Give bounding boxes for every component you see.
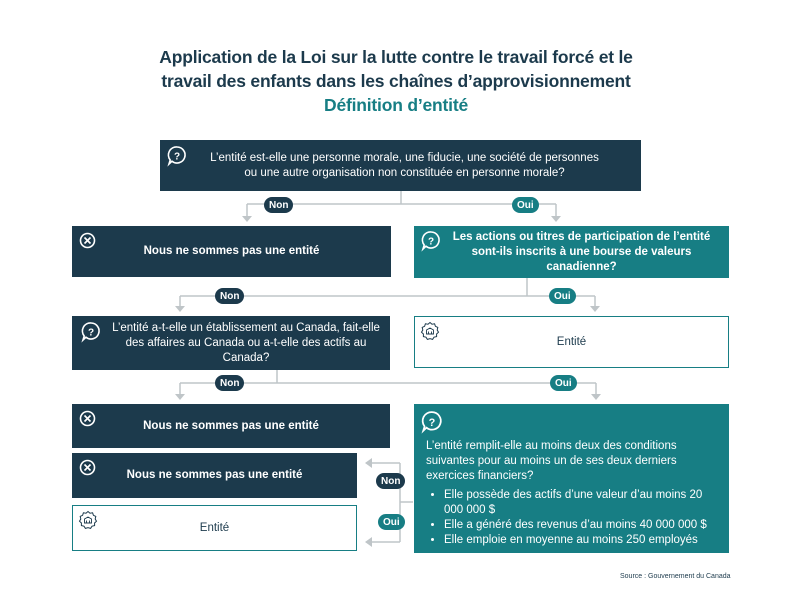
- question-chat-icon: [420, 410, 444, 434]
- entity-building-icon: [420, 321, 440, 341]
- condition-item: • Elle emploie en moyenne au moins 250 employés: [444, 533, 717, 548]
- answer-yes-pill: Oui: [550, 375, 577, 391]
- question-4-intro: L’entité remplit-elle au moins deux des conditions suivantes pour au moins un de ses deux derniers exercices financiers?: [426, 440, 677, 482]
- question-3-text: L’entité a-t-elle un établissement au Canada, fait-elle des affaires au Canada ou a-t-elle des actifs au Canada?: [112, 321, 380, 364]
- question-1-text: L’entité est-elle une personne morale, une fiducie, une société de personnes ou une autre organisation non constituée en personne morale?: [210, 151, 599, 179]
- condition-item: • Elle a généré des revenus d’au moins 40 000 000 $: [444, 518, 717, 533]
- question-2-box: [414, 226, 729, 278]
- answer-no-pill: Non: [376, 473, 405, 489]
- answer-no-pill: Non: [215, 375, 244, 391]
- subtitle: Définition d’entité: [324, 95, 468, 115]
- answer-no-pill: Non: [215, 288, 244, 304]
- outcome-not-entity-box: [72, 453, 357, 498]
- entity-building-icon: [78, 510, 98, 530]
- outcome-entity-box: [414, 316, 729, 368]
- answer-yes-pill: Oui: [549, 288, 576, 304]
- outcome-not-entity-box: [72, 404, 390, 448]
- svg-text:?: ?: [87, 327, 95, 339]
- question-1-box: [160, 140, 641, 191]
- answer-yes-pill: Oui: [512, 197, 539, 213]
- svg-text:?: ?: [427, 236, 435, 248]
- outcome-entity-box: [72, 505, 357, 551]
- outcome-entity-text: Entité: [199, 521, 230, 534]
- condition-item: • Elle possède des actifs d’une valeur d’au moins 20 000 000 $: [444, 488, 717, 518]
- outcome-entity-text: Entité: [556, 335, 587, 348]
- question-4-box: [414, 404, 729, 553]
- question-3-box: [72, 316, 390, 370]
- svg-text:?: ?: [173, 151, 181, 163]
- source-note: Source : Gouvernement du Canada: [620, 573, 731, 580]
- outcome-not-entity-text: Nous ne sommes pas une entité: [143, 245, 320, 257]
- question-chat-icon: [420, 230, 442, 252]
- answer-no-pill: Non: [264, 197, 293, 213]
- outcome-not-entity-box: [72, 226, 391, 277]
- question-chat-icon: [80, 321, 102, 343]
- close-circle-icon: [79, 459, 96, 476]
- question-chat-icon: [166, 145, 188, 167]
- condition-list: [426, 488, 717, 548]
- title-line-1: Application de la Loi sur la lutte contre le travail forcé et le: [159, 47, 633, 67]
- outcome-not-entity-text: Nous ne sommes pas une entité: [126, 469, 303, 481]
- title-line-2: travail des enfants dans les chaînes d’approvisionnement: [161, 71, 631, 91]
- close-circle-icon: [79, 410, 96, 427]
- outcome-not-entity-text: Nous ne sommes pas une entité: [143, 419, 319, 432]
- svg-text:?: ?: [428, 416, 436, 429]
- question-2-text: Les actions ou titres de participation de l’entité sont-ils inscrits à une bourse de valeurs canadienne?: [452, 230, 711, 273]
- close-circle-icon: [79, 232, 96, 249]
- answer-yes-pill: Oui: [378, 514, 405, 530]
